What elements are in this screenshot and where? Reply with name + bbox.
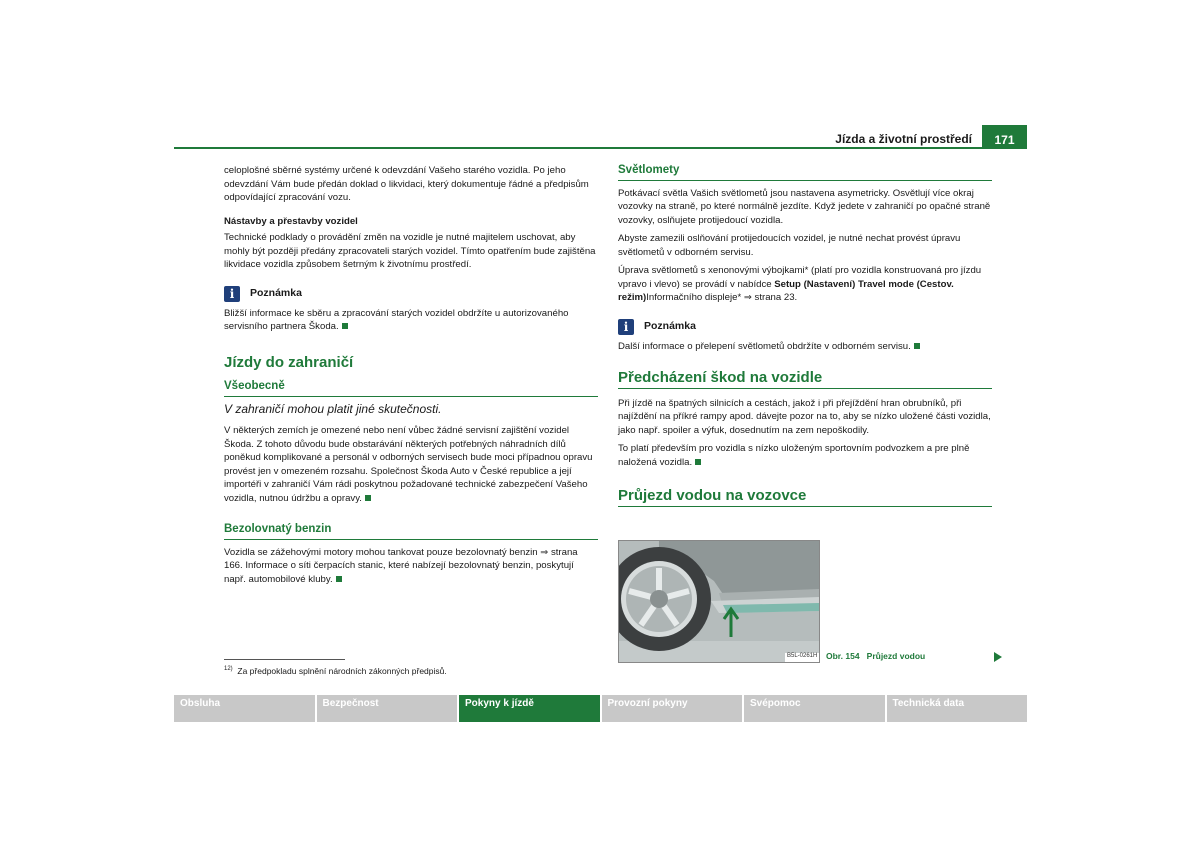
end-square-icon (695, 459, 701, 465)
note-paragraph (224, 307, 598, 334)
nav-tab-bezpecnost[interactable]: Bezpečnost (317, 695, 458, 722)
footnote-rule (224, 659, 345, 660)
note-paragraph (618, 340, 992, 354)
subsection-heading-svetlomety: Světlomety (618, 164, 992, 181)
nav-tab-provozni-pokyny[interactable]: Provozní pokyny (602, 695, 743, 722)
nastavby-paragraph: Technické podklady o provádění změn na vozidle je nutné majitelem uschovat, aby mohly být později předány zpracovateli starých vozidel. Tímto opatřením bude zajištěna likvidace vozidla způsobem šetrným k životnímu prostředí. (224, 232, 596, 270)
lead-sentence: V zahraničí mohou platit jiné skutečnosti. (224, 401, 442, 416)
next-page-arrow-icon[interactable] (994, 652, 1002, 662)
section-heading-prujezd: Průjezd vodou na vozovce (618, 489, 992, 507)
benzin-text: Vozidla se zážehovými motory mohou tankovat pouze bezolovnatý benzin ⇒ strana 166. Informace o síti čerpacích stanic, které nabízejí bezolovnatý benzin, poskytují např. automobilové kluby. (224, 546, 578, 585)
note-title: Poznámka (644, 319, 696, 332)
predchazeni-text: To platí především pro vozidla s nízko uloženým sportovním podvozkem a pre plně naložená vozidla. (618, 443, 970, 468)
svetlomety-paragraph-1: Potkávací světla Vašich světlometů jsou nastavena asymetricky. Osvětlují více okraj vozovky na straně, po které normálně jezdíte. Když jedete v zahraničí po opačné straně vozovky, oslňujete protijedoucí vozidla. (618, 187, 991, 226)
note-block (618, 319, 992, 335)
nastavby-heading: Nástavby a přestavby vozidel (224, 215, 358, 227)
section-heading-jizdy: Jízdy do zahraničí (224, 353, 354, 371)
end-square-icon (342, 323, 348, 329)
running-header-title: Jízda a životní prostředí (835, 132, 972, 146)
vseobecne-paragraph (224, 424, 598, 505)
subsection-heading-benzin: Bezolovnatý benzin (224, 523, 598, 540)
right-column (618, 164, 992, 515)
header-rule (174, 147, 1027, 149)
note-text: Další informace o přelepení světlometů obdržíte v odborném servisu. (618, 340, 911, 352)
figure-water-crossing (618, 540, 820, 663)
subsection-heading-vseobecne: Všeobecně (224, 380, 598, 397)
figure-code: B5L-0261H (787, 653, 818, 659)
figure-number: Obr. 154 (826, 651, 860, 661)
benzin-paragraph (224, 546, 598, 587)
predchazeni-paragraph-1: Při jízdě na špatných silnicích a cestách, jakož i při přejíždění hran obrubníků, při najíždění na příkré rampy apod. dávejte pozor na to, aby se nízko uložené části vozidla, jako např. spoiler a výfuk, dosednutím na zem nepoškodily. (618, 397, 991, 436)
note-title: Poznámka (250, 286, 302, 299)
vseobecne-text: V některých zemích je omezené nebo není vůbec žádné servisní zajištění vozidel Škoda. Z tohoto důvodu bude obstarávání některých potřebných náhradních dílů poněkud komplikované a personál v odborných servisech bude moci případnou opravu provést jen v omezeném rozsahu. Společnost Škoda Auto v České republice a její importéři v zahraničí Vám rádi poskytnou požadované technické zabezpečení Vašeho vozidla, nutnou údržbu a opravy. (224, 425, 593, 504)
svetlomety-paragraph-2: Abyste zamezili oslňování protijedoucích vozidel, je nutné nechat provést úpravu světlometů v odborném servisu. (618, 233, 961, 258)
footnote-text: Za předpokladu splnění národních zákonných předpisů. (237, 666, 447, 676)
chapter-nav (174, 695, 1027, 722)
nav-tab-technicka-data[interactable]: Technická data (887, 695, 1028, 722)
info-icon: i (224, 286, 240, 302)
menu-path: Setup (Nastavení) Travel mode (Cestov. režim) (618, 278, 954, 303)
svetlomety-paragraph-3 (618, 264, 992, 305)
intro-paragraph: celoplošné sběrné systémy určené k odevzdání Vašeho starého vozidla. Po jeho odevzdání Vám bude předán doklad o likvidaci, který dokumentuje řádné a předpisům odpovídající zpracování vozu. (224, 165, 589, 203)
end-square-icon (914, 343, 920, 349)
svetlomety-text-b: Informačního displeje* ⇒ strana 23. (646, 292, 798, 303)
predchazeni-paragraph-2 (618, 442, 992, 469)
nav-tab-pokyny-k-jizde[interactable]: Pokyny k jízdě (459, 695, 600, 722)
note-block (224, 286, 598, 302)
figure-caption (826, 651, 925, 661)
nav-tab-obsluha[interactable]: Obsluha (174, 695, 315, 722)
info-icon: i (618, 319, 634, 335)
svetlomety-text-a: Úprava světlometů s xenonovými výbojkami* (platí pro vozidla konstruovaná pro jízdu vpravo i vlevo) se provádí v nabídce (618, 265, 982, 290)
page-number: 171 (982, 125, 1027, 149)
nav-tab-svepomoc[interactable]: Svépomoc (744, 695, 885, 722)
section-heading-predchazeni: Předcházení škod na vozidle (618, 371, 992, 389)
note-text: Bližší informace ke sběru a zpracování starých vozidel obdržíte u autorizovaného servisního partnera Škoda. (224, 307, 569, 332)
wheel-illustration (619, 541, 819, 662)
footnote (224, 666, 447, 676)
left-column (224, 164, 598, 591)
end-square-icon (365, 495, 371, 501)
end-square-icon (336, 576, 342, 582)
footnote-mark: 12) (224, 666, 233, 673)
figure-title: Průjezd vodou (866, 651, 926, 661)
